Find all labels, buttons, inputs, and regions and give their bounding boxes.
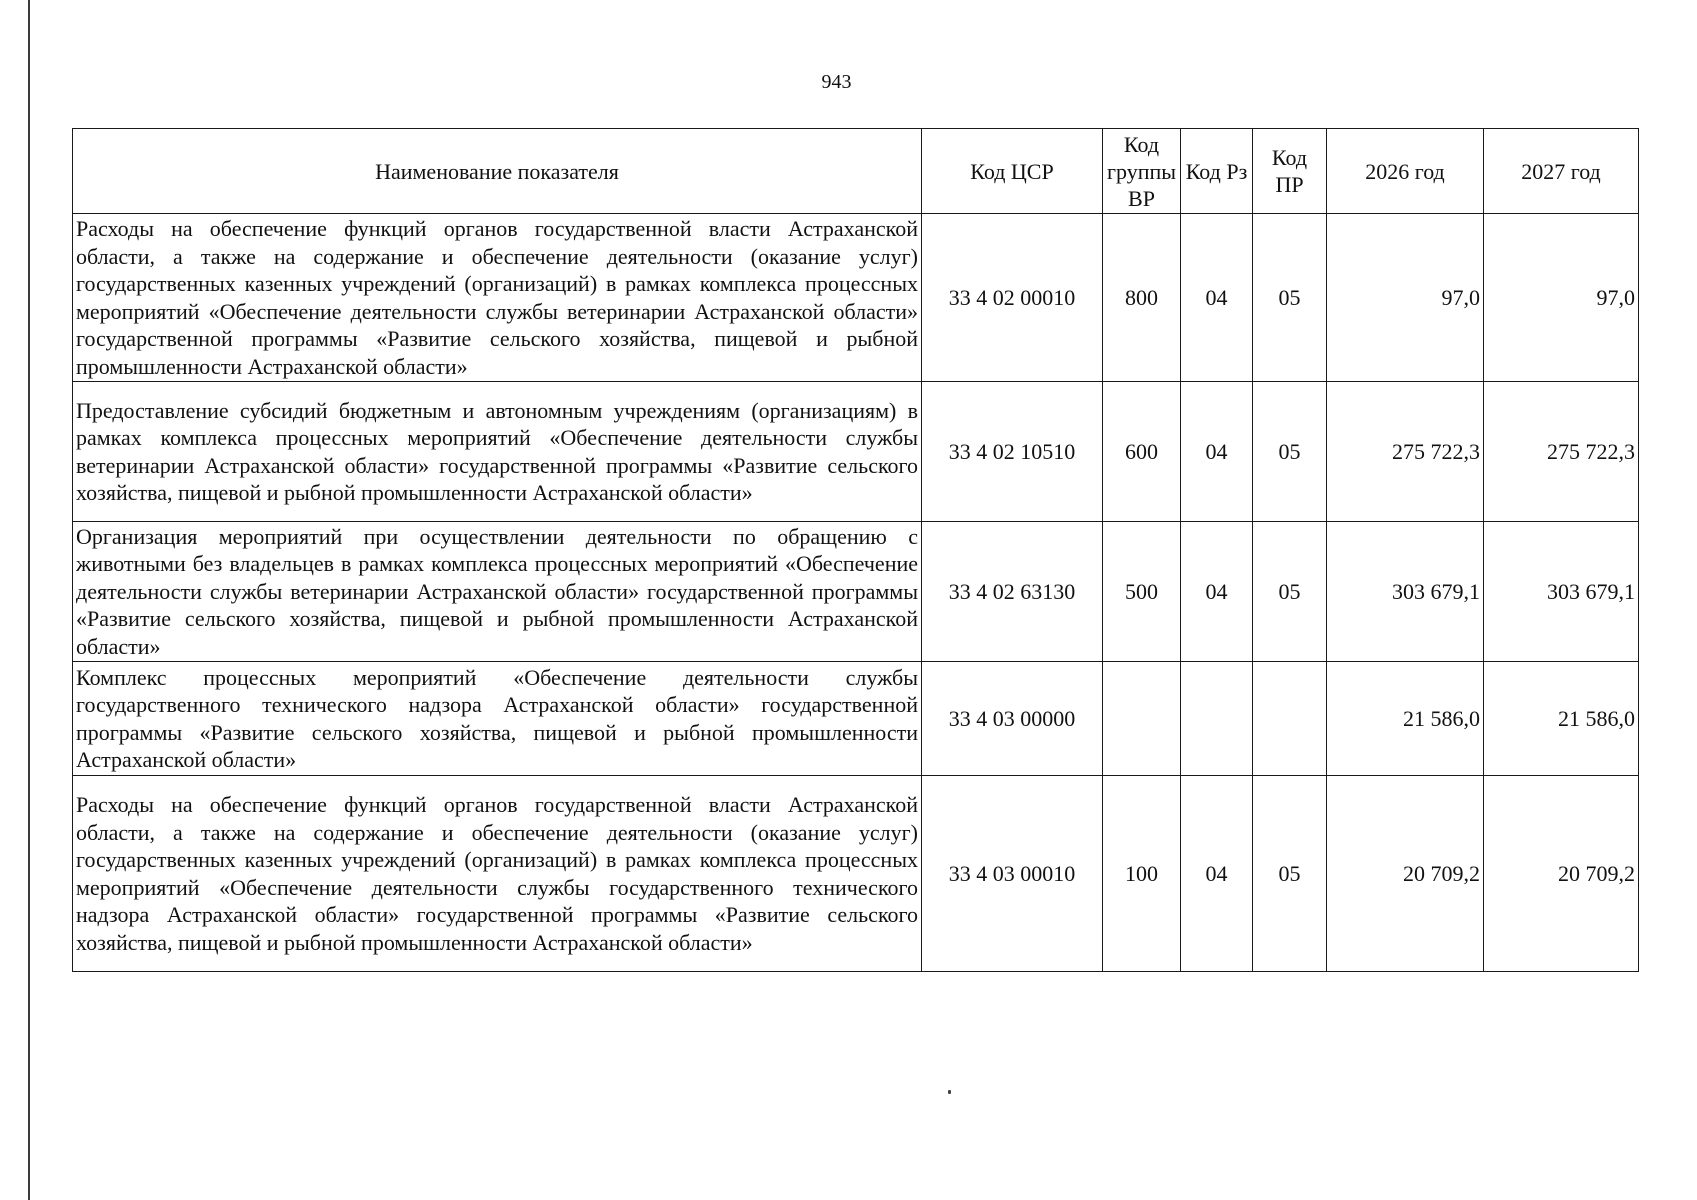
row-rz: 04 xyxy=(1181,214,1253,382)
row-csr: 33 4 03 00000 xyxy=(922,662,1103,776)
row-2027: 303 679,1 xyxy=(1484,522,1639,662)
row-2026: 21 586,0 xyxy=(1327,662,1484,776)
row-pr xyxy=(1253,662,1327,776)
header-2026: 2026 год xyxy=(1327,129,1484,214)
budget-table xyxy=(72,128,1639,972)
binding-margin-line xyxy=(28,0,30,1200)
row-pr: 05 xyxy=(1253,522,1327,662)
header-pr: Код ПР xyxy=(1253,129,1327,214)
row-name: Расходы на обеспечение функций органов государственной власти Астраханской области, а также на содержание и обеспечение деятельности (оказание услуг) государственных казенных учреждений (организаций) в рамках комплекса процессных мероприятий «Обеспечение деятельности службы государственного технического надзора Астраханской области» государственной программы «Развитие сельского хозяйства, пищевой и рыбной промышленности Астраханской области» xyxy=(73,776,922,972)
row-vr: 600 xyxy=(1103,382,1181,522)
row-2027: 20 709,2 xyxy=(1484,776,1639,972)
table-header-row xyxy=(73,129,1639,214)
row-pr: 05 xyxy=(1253,776,1327,972)
row-csr: 33 4 02 10510 xyxy=(922,382,1103,522)
row-rz: 04 xyxy=(1181,522,1253,662)
row-name: Организация мероприятий при осуществлении деятельности по обращению с животными без владельцев в рамках комплекса процессных мероприятий «Обеспечение деятельности службы ветеринарии Астраханской области» государственной программы «Развитие сельского хозяйства, пищевой и рыбной промышленности Астраханской области» xyxy=(73,522,922,662)
row-name: Комплекс процессных мероприятий «Обеспечение деятельности службы государственного технического надзора Астраханской области» государственной программы «Развитие сельского хозяйства, пищевой и рыбной промышленности Астраханской области» xyxy=(73,662,922,776)
row-2027: 21 586,0 xyxy=(1484,662,1639,776)
header-rz: Код Рз xyxy=(1181,129,1253,214)
row-2026: 20 709,2 xyxy=(1327,776,1484,972)
row-2026: 275 722,3 xyxy=(1327,382,1484,522)
row-name: Расходы на обеспечение функций органов государственной власти Астраханской области, а также на содержание и обеспечение деятельности (оказание услуг) государственных казенных учреждений (организаций) в рамках комплекса процессных мероприятий «Обеспечение деятельности службы ветеринарии Астраханской области» государственной программы «Развитие сельского хозяйства, пищевой и рыбной промышленности Астраханской области» xyxy=(73,214,922,382)
row-rz xyxy=(1181,662,1253,776)
header-vr: Код группы ВР xyxy=(1103,129,1181,214)
row-pr: 05 xyxy=(1253,214,1327,382)
table-row xyxy=(73,214,1639,382)
page-number: 943 xyxy=(821,71,852,93)
row-pr: 05 xyxy=(1253,382,1327,522)
row-csr: 33 4 02 63130 xyxy=(922,522,1103,662)
row-2027: 97,0 xyxy=(1484,214,1639,382)
row-rz: 04 xyxy=(1181,382,1253,522)
row-2027: 275 722,3 xyxy=(1484,382,1639,522)
row-2026: 303 679,1 xyxy=(1327,522,1484,662)
header-csr: Код ЦСР xyxy=(922,129,1103,214)
row-2026: 97,0 xyxy=(1327,214,1484,382)
row-vr xyxy=(1103,662,1181,776)
row-vr: 100 xyxy=(1103,776,1181,972)
row-csr: 33 4 02 00010 xyxy=(922,214,1103,382)
header-name: Наименование показателя xyxy=(73,129,922,214)
table-row xyxy=(73,522,1639,662)
table-row xyxy=(73,662,1639,776)
row-csr: 33 4 03 00010 xyxy=(922,776,1103,972)
table-row xyxy=(73,382,1639,522)
row-name: Предоставление субсидий бюджетным и автономным учреждениям (организациям) в рамках комплекса процессных мероприятий «Обеспечение деятельности службы ветеринарии Астраханской области» государственной программы «Развитие сельского хозяйства, пищевой и рыбной промышленности Астраханской области» xyxy=(73,382,922,522)
row-rz: 04 xyxy=(1181,776,1253,972)
header-2027: 2027 год xyxy=(1484,129,1639,214)
row-vr: 500 xyxy=(1103,522,1181,662)
row-vr: 800 xyxy=(1103,214,1181,382)
table-row xyxy=(73,776,1639,972)
scan-speck xyxy=(948,1090,951,1094)
